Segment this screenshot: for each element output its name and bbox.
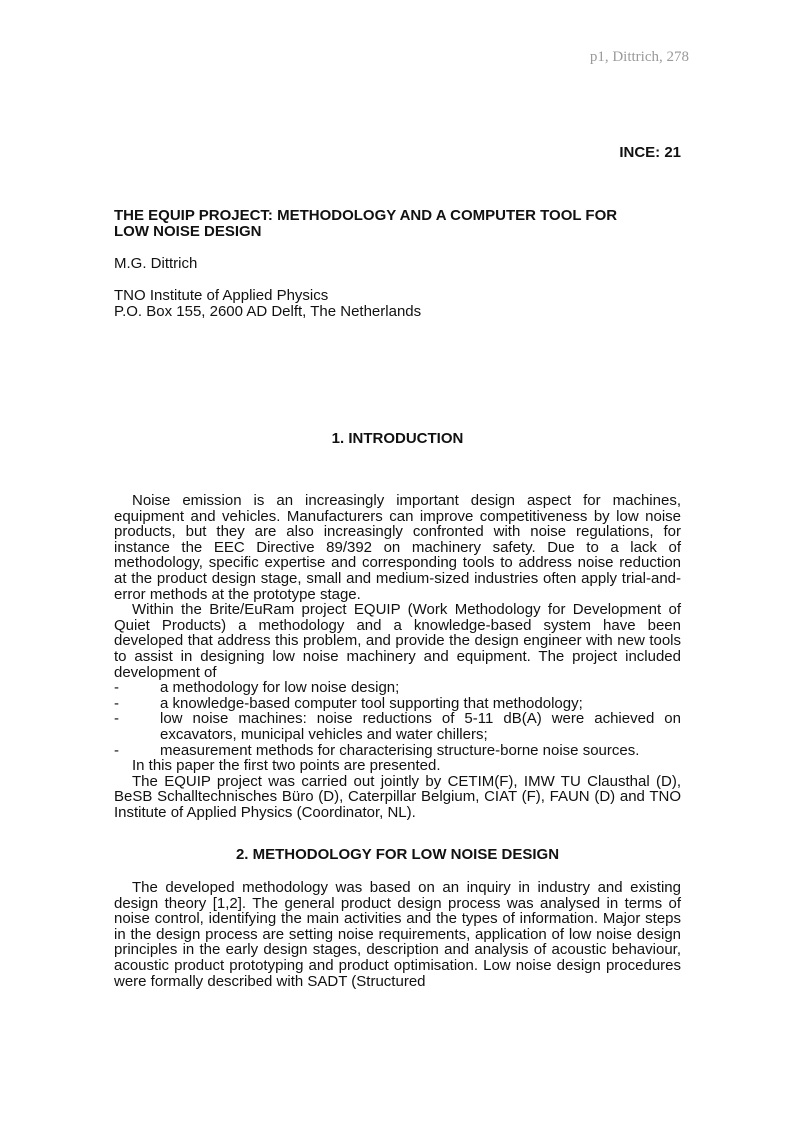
affiliation-line-1: TNO Institute of Applied Physics [114, 287, 329, 304]
list-item [114, 743, 681, 759]
author-name: M.G. Dittrich [114, 255, 198, 272]
paper-title-line-2: LOW NOISE DESIGN [114, 222, 262, 240]
list-dash: - [114, 694, 119, 712]
list-dash: - [114, 679, 119, 697]
section-heading-methodology: 2. METHODOLOGY FOR LOW NOISE DESIGN [235, 846, 560, 863]
list-item-text: measurement methods for characterising structure-borne noise sources. [160, 741, 640, 759]
list-item-text: a methodology for low noise design; [160, 679, 400, 697]
page-reference: p1, Dittrich, 278 [589, 49, 689, 65]
paragraph: Noise emission is an increasingly important design aspect for machines, equipment and vehicles. Manufacturers can improve competitiveness by low noise products, but they are also increasingly confronted with noise regulations, for instance the EEC Directive 89/392 on machinery safety. Due to a lack of methodology, specific expertise and corresponding tools to address noise reduction at the product design stage, small and medium-sized industries often apply trial-and-error methods at the prototype stage. [114, 492, 681, 603]
paragraph: The EQUIP project was carried out jointly by CETIM(F), IMW TU Clausthal (D), BeSB Schalltechnisches Büro (D), Caterpillar Belgium, CIAT (F), FAUN (D) and TNO Institute of Applied Physics (Coordinator, NL). [114, 772, 681, 821]
list-item-text: low noise machines: noise reductions of 5-11 dB(A) were achieved on excavators, municipal vehicles and water chillers; [160, 710, 681, 743]
paragraph: The developed methodology was based on an inquiry in industry and existing design theory [1,2]. The general product design process was analysed in terms of noise control, identifying the main activities and the types of information. Major steps in the design process are setting noise requirements, application of low noise design principles in the early design stages, description and analysis of acoustic behaviour, acoustic product prototyping and product optimisation. Low noise design procedures were formally described with SADT (Structured [114, 879, 681, 990]
affiliation-line-2: P.O. Box 155, 2600 AD Delft, The Netherlands [114, 302, 422, 320]
section-heading-introduction: 1. INTRODUCTION [331, 430, 464, 447]
introduction-text [114, 493, 681, 820]
list-dash: - [114, 741, 119, 759]
list-item [114, 680, 681, 696]
author-affiliation [114, 288, 421, 319]
paragraph: Within the Brite/EuRam project EQUIP (Work Methodology for Development of Quiet Products) a methodology and a knowledge-based system have been developed that address this problem, and provide the design engineer with new tools to assist in designing low noise machinery and equipment. The project included development of [114, 601, 681, 681]
list-item-text: a knowledge-based computer tool supporting that methodology; [160, 694, 583, 712]
methodology-text [114, 880, 681, 989]
list-item [114, 696, 681, 712]
list-dash: - [114, 710, 119, 728]
paper-title [114, 208, 681, 239]
conference-reference: INCE: 21 [619, 144, 681, 161]
paper-title-line-1: THE EQUIP PROJECT: METHODOLOGY AND A COMPUTER TOOL FOR [114, 207, 618, 224]
list-item [114, 711, 681, 742]
paragraph: In this paper the first two points are presented. [132, 757, 441, 775]
